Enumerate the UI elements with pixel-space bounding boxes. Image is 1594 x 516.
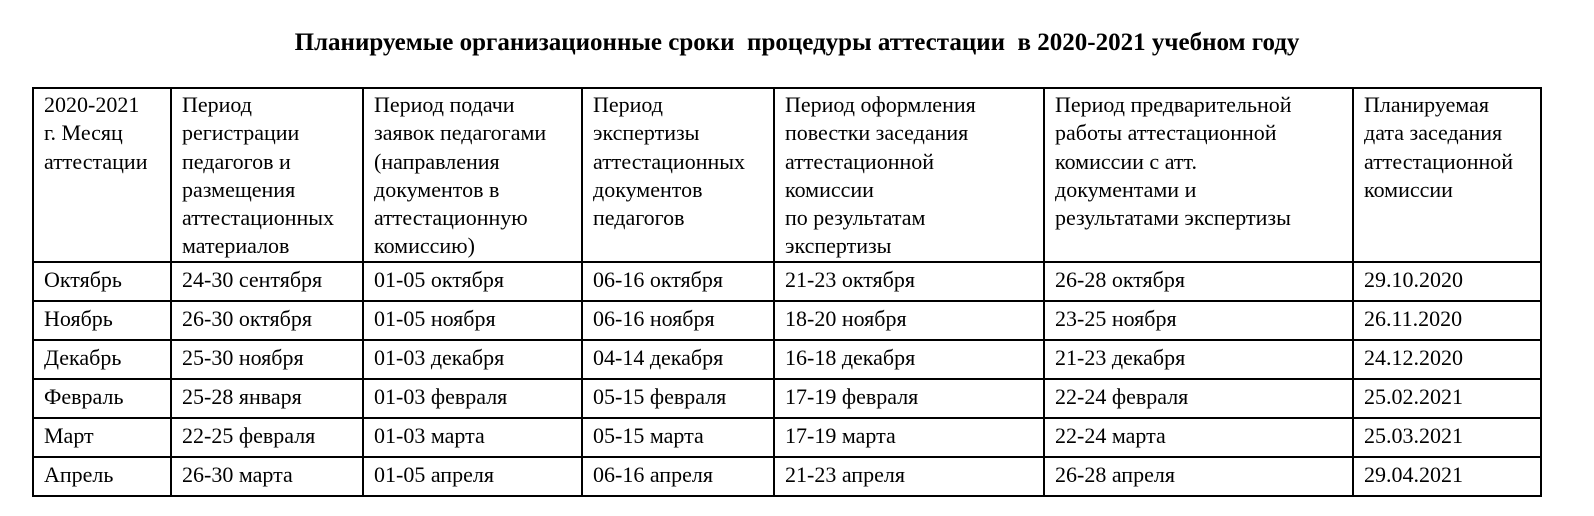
table-row xyxy=(33,418,1541,457)
cell-meeting-date: 29.04.2021 xyxy=(1353,457,1541,496)
cell-month: Февраль xyxy=(33,379,171,418)
cell-expertise: 05-15 февраля xyxy=(582,379,774,418)
cell-meeting-date: 29.10.2020 xyxy=(1353,262,1541,301)
cell-month: Апрель xyxy=(33,457,171,496)
header-agenda-period: Период оформления повестки заседания аттестационной комиссии по результатам экспертизы xyxy=(774,88,1044,262)
cell-application: 01-05 апреля xyxy=(363,457,582,496)
cell-preliminary: 23-25 ноября xyxy=(1044,301,1353,340)
header-row xyxy=(33,88,1541,262)
cell-month: Октябрь xyxy=(33,262,171,301)
cell-preliminary: 26-28 апреля xyxy=(1044,457,1353,496)
cell-month: Ноябрь xyxy=(33,301,171,340)
header-meeting-date: Планируемая дата заседания аттестационной комиссии xyxy=(1353,88,1541,262)
cell-expertise: 06-16 октября xyxy=(582,262,774,301)
table-row xyxy=(33,379,1541,418)
cell-preliminary: 22-24 февраля xyxy=(1044,379,1353,418)
cell-agenda: 17-19 февраля xyxy=(774,379,1044,418)
table-row xyxy=(33,262,1541,301)
cell-preliminary: 22-24 марта xyxy=(1044,418,1353,457)
header-month: 2020-2021 г. Месяц аттестации xyxy=(33,88,171,262)
cell-month: Декабрь xyxy=(33,340,171,379)
cell-meeting-date: 25.03.2021 xyxy=(1353,418,1541,457)
cell-meeting-date: 24.12.2020 xyxy=(1353,340,1541,379)
cell-expertise: 06-16 апреля xyxy=(582,457,774,496)
cell-expertise: 04-14 декабря xyxy=(582,340,774,379)
cell-meeting-date: 26.11.2020 xyxy=(1353,301,1541,340)
cell-meeting-date: 25.02.2021 xyxy=(1353,379,1541,418)
cell-month: Март xyxy=(33,418,171,457)
cell-agenda: 16-18 декабря xyxy=(774,340,1044,379)
cell-registration: 22-25 февраля xyxy=(171,418,363,457)
document-title: Планируемые организационные сроки процедуры аттестации в 2020-2021 учебном году xyxy=(294,29,1300,56)
cell-registration: 26-30 октября xyxy=(171,301,363,340)
attestation-schedule-table xyxy=(32,87,1542,497)
cell-preliminary: 26-28 октября xyxy=(1044,262,1353,301)
cell-application: 01-03 марта xyxy=(363,418,582,457)
cell-application: 01-03 февраля xyxy=(363,379,582,418)
header-registration-period: Период регистрации педагогов и размещения аттестационных материалов xyxy=(171,88,363,262)
cell-registration: 24-30 сентября xyxy=(171,262,363,301)
cell-registration: 25-28 января xyxy=(171,379,363,418)
cell-application: 01-05 октября xyxy=(363,262,582,301)
cell-expertise: 05-15 марта xyxy=(582,418,774,457)
header-application-period: Период подачи заявок педагогами (направления документов в аттестационную комиссию) xyxy=(363,88,582,262)
cell-preliminary: 21-23 декабря xyxy=(1044,340,1353,379)
cell-agenda: 17-19 марта xyxy=(774,418,1044,457)
cell-registration: 26-30 марта xyxy=(171,457,363,496)
table-row xyxy=(33,457,1541,496)
cell-expertise: 06-16 ноября xyxy=(582,301,774,340)
header-preliminary-work-period: Период предварительной работы аттестационной комиссии с атт. документами и результатами экспертизы xyxy=(1044,88,1353,262)
cell-application: 01-05 ноября xyxy=(363,301,582,340)
header-expertise-period: Период экспертизы аттестационных документов педагогов xyxy=(582,88,774,262)
cell-application: 01-03 декабря xyxy=(363,340,582,379)
table-row xyxy=(33,301,1541,340)
cell-agenda: 21-23 апреля xyxy=(774,457,1044,496)
table-row xyxy=(33,340,1541,379)
cell-agenda: 21-23 октября xyxy=(774,262,1044,301)
cell-registration: 25-30 ноября xyxy=(171,340,363,379)
cell-agenda: 18-20 ноября xyxy=(774,301,1044,340)
